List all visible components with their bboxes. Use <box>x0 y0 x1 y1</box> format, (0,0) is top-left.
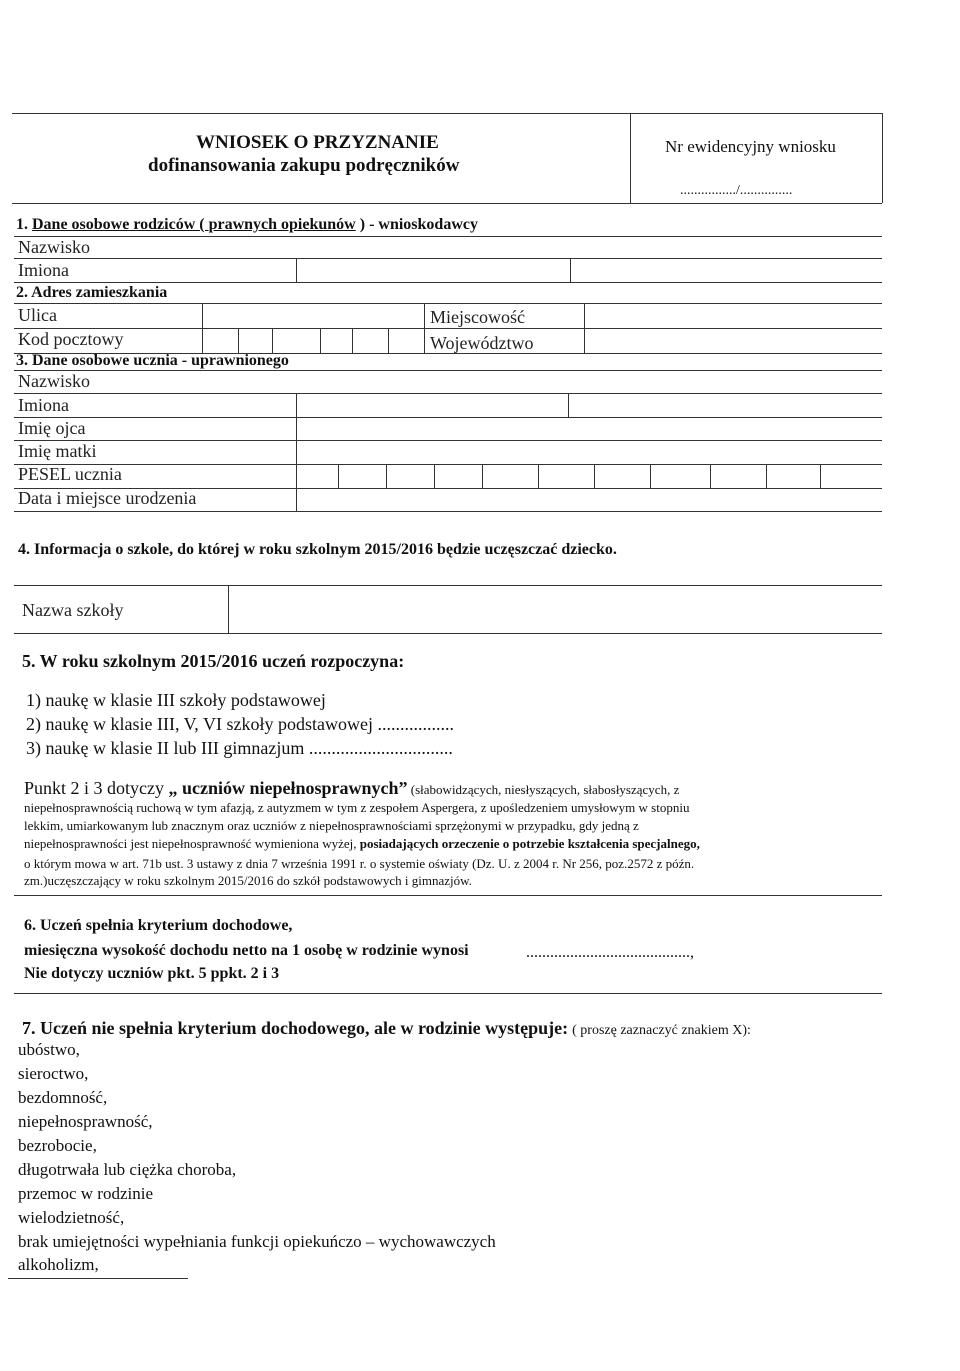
row-line <box>14 417 882 418</box>
option-class-item-3: 3) naukę w klasie II lub III gimnazjum ................................ <box>26 738 453 758</box>
father-name-label: Imię ojca <box>18 418 86 438</box>
section-7-heading <box>22 1018 751 1039</box>
row-line <box>14 370 882 371</box>
mother-name-label: Imię matki <box>18 441 97 461</box>
section-1-heading-b: prawnych opiekunów <box>208 216 356 233</box>
registration-number-field[interactable]: ................/............... <box>680 183 793 198</box>
school-name-label: Nazwa szkoły <box>22 600 124 620</box>
voivodeship-label: Województwo <box>430 333 534 353</box>
row-line <box>14 303 882 304</box>
note-line-5: o którym mowa w art. 71b ust. 3 ustawy z dnia 7 września 1991 r. o systemie oświaty (Dz. U. z 2004 r. Nr 256, poz.2572 z późn. <box>24 856 695 871</box>
note-line-4-b: posiadających orzeczenie o potrzebie kształcenia specjalnego, <box>359 836 700 851</box>
cell-divider <box>386 464 387 488</box>
cell-divider <box>538 464 539 488</box>
cell-divider <box>710 464 711 488</box>
circumstance-item[interactable]: przemoc w rodzinie <box>18 1184 153 1203</box>
cell-divider <box>272 328 273 353</box>
form-subtitle: dofinansowania zakupu podręczników <box>148 155 460 176</box>
note-bold: „ uczniów niepełnosprawnych” <box>168 778 408 798</box>
section-7-hint: ( proszę zaznaczyć znakiem X): <box>572 1023 751 1038</box>
note-lead: Punkt 2 i 3 dotyczy <box>24 778 169 798</box>
row-line <box>14 282 882 283</box>
postal-code-label: Kod pocztowy <box>18 329 124 349</box>
circumstance-item[interactable]: brak umiejętności wypełniania funkcji opiekuńczo – wychowawczych <box>18 1232 496 1251</box>
parent-surname-label: Nazwisko <box>18 237 90 257</box>
cell-divider <box>388 328 389 353</box>
row-line <box>14 511 882 512</box>
cell-divider <box>820 464 821 488</box>
cell-divider <box>352 328 353 353</box>
row-line <box>14 585 882 586</box>
circumstance-item[interactable]: sieroctwo, <box>18 1064 89 1083</box>
section-6-line-2: miesięczna wysokość dochodu netto na 1 osobę w rodzinie wynosi <box>24 942 469 959</box>
student-names-label: Imiona <box>18 395 69 415</box>
cell-divider <box>296 393 297 511</box>
header-right-border <box>882 113 883 203</box>
note-line-3: lekkim, umiarkowanym lub znacznym oraz uczniów z niepełnosprawnościami sprzężonymi w przypadku, gdy jedną z <box>24 818 639 833</box>
parent-names-label: Imiona <box>18 260 69 280</box>
row-line <box>14 393 882 394</box>
cell-divider <box>296 258 297 282</box>
circumstance-item[interactable]: bezrobocie, <box>18 1136 97 1155</box>
note-line-1 <box>24 778 679 799</box>
circumstance-item[interactable]: wielodzietność, <box>18 1208 125 1227</box>
section-1-heading-a: Dane osobowe rodziców ( <box>32 216 209 233</box>
row-line <box>14 633 882 634</box>
option-class-item-2: 2) naukę w klasie III, V, VI szkoły podstawowej ................. <box>26 714 454 734</box>
section-6-line-3: Nie dotyczy uczniów pkt. 5 ppkt. 2 i 3 <box>24 965 280 982</box>
circumstance-item[interactable]: alkoholizm, <box>18 1255 99 1274</box>
cell-divider <box>228 585 229 633</box>
row-line <box>8 1278 188 1279</box>
section-5-heading: 5. W roku szkolnym 2015/2016 uczeń rozpoczyna: <box>22 651 405 671</box>
note-line-4 <box>24 836 700 852</box>
circumstance-item[interactable]: ubóstwo, <box>18 1040 80 1059</box>
row-line <box>14 328 882 329</box>
section-6-line-1: 6. Uczeń spełnia kryterium dochodowe, <box>24 917 293 934</box>
cell-divider <box>434 464 435 488</box>
cell-divider <box>482 464 483 488</box>
note-line-2: niepełnosprawnością ruchową w tym afazją, z autyzmem w tym z zespołem Aspergera, z upośledzeniem umysłowym w stopniu <box>24 800 690 815</box>
row-line <box>14 993 882 994</box>
row-line <box>14 440 882 441</box>
pesel-label: PESEL ucznia <box>18 464 122 484</box>
section-1-number: 1. <box>16 216 28 233</box>
circumstance-item[interactable]: bezdomność, <box>18 1088 108 1107</box>
registration-number-label: Nr ewidencyjny wniosku <box>665 137 836 156</box>
row-line <box>14 236 882 237</box>
cell-divider <box>338 464 339 488</box>
section-1-heading <box>16 216 478 234</box>
cell-divider <box>650 464 651 488</box>
income-amount-field[interactable]: ........................................., <box>526 944 694 961</box>
cell-divider <box>766 464 767 488</box>
student-surname-label: Nazwisko <box>18 371 90 391</box>
option-class-item-1: 1) naukę w klasie III szkoły podstawowej <box>26 690 326 710</box>
row-line <box>14 258 882 259</box>
form-title: WNIOSEK O PRZYZNANIE <box>196 132 439 153</box>
cell-divider <box>320 328 321 353</box>
circumstance-item[interactable]: długotrwała lub ciężka choroba, <box>18 1160 237 1179</box>
section-4-heading: 4. Informacja o szkole, do której w roku szkolnym 2015/2016 będzie uczęszczać dziecko. <box>18 541 617 558</box>
city-label: Miejscowość <box>430 307 525 327</box>
section-1-heading-c: ) - wnioskodawcy <box>355 216 478 233</box>
header-top-line <box>12 113 882 114</box>
birth-date-place-label: Data i miejsce urodzenia <box>18 488 197 508</box>
note-line-4-a: niepełnosprawności jest niepełnosprawność wymieniona wyżej, <box>24 836 360 851</box>
cell-divider <box>594 464 595 488</box>
street-label: Ulica <box>18 305 57 325</box>
note-rest: (słabowidzących, niesłyszących, słabosłyszących, z <box>407 782 680 797</box>
note-line-6: zm.)uczęszczający w roku szkolnym 2015/2016 do szkół podstawowych i gimnazjów. <box>24 873 472 888</box>
circumstance-item[interactable]: niepełnosprawność, <box>18 1112 153 1131</box>
header-bottom-line <box>12 203 882 204</box>
section-2-heading: 2. Adres zamieszkania <box>16 284 168 301</box>
cell-divider <box>570 258 571 282</box>
cell-divider <box>568 393 569 417</box>
section-7-heading-text: 7. Uczeń nie spełnia kryterium dochodowego, ale w rodzinie występuje: <box>22 1018 569 1038</box>
cell-divider <box>238 328 239 353</box>
section-3-heading: 3. Dane osobowe ucznia - uprawnionego <box>16 352 289 369</box>
row-line <box>14 895 882 896</box>
header-divider <box>630 113 631 203</box>
row-line <box>14 464 882 465</box>
